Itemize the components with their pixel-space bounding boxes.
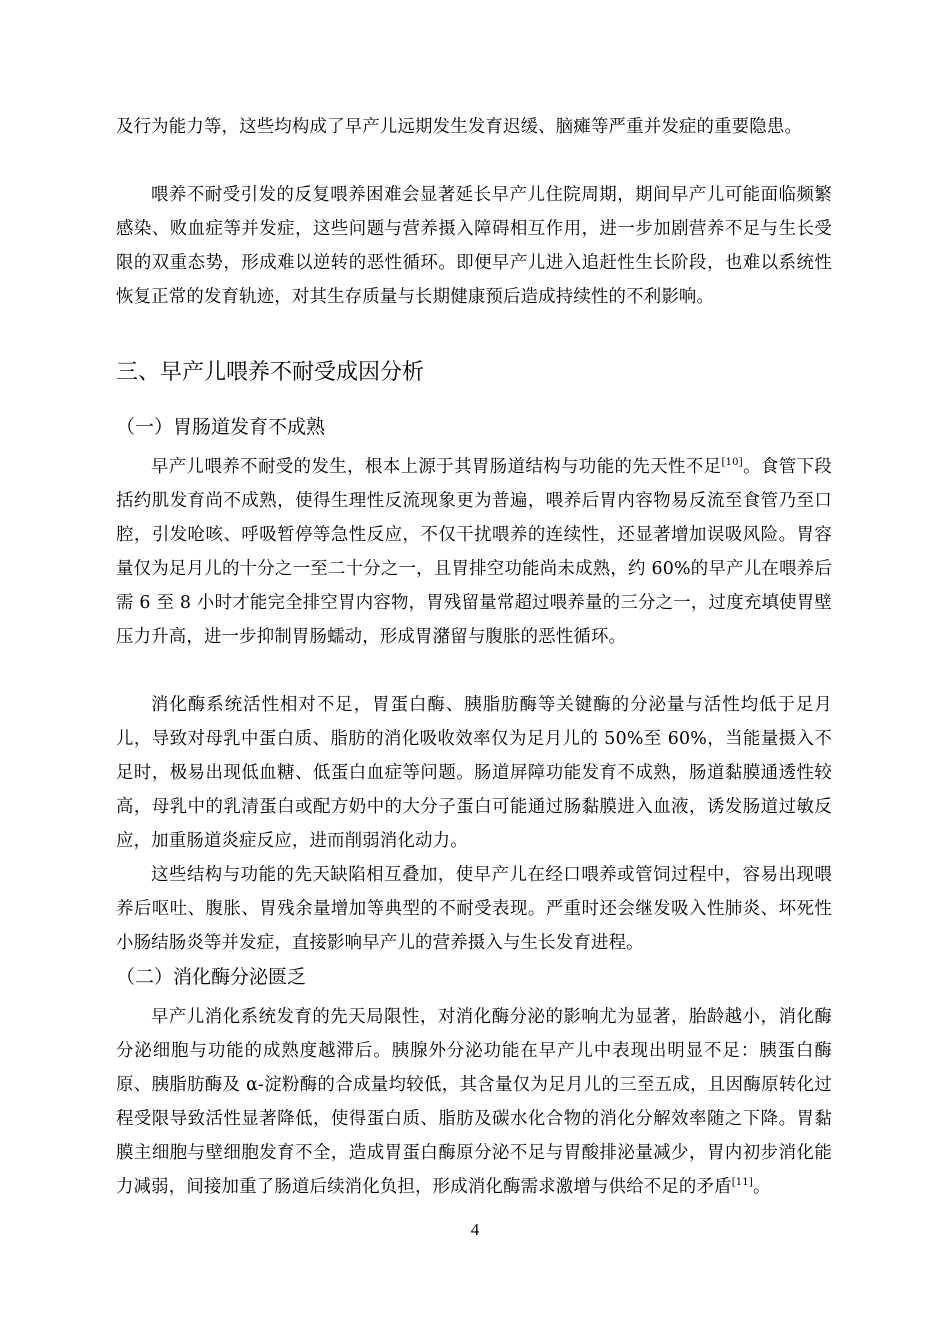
- subsection-heading-1: （一）胃肠道发育不成熟: [116, 416, 326, 438]
- paragraph-enzyme-secretion: [116, 1000, 832, 1204]
- paragraph-feeding-difficulty: 喂养不耐受引发的反复喂养困难会显著延长早产儿住院周期，期间早产儿可能面临频繁感染、败血症等并发症，这些问题与营养摄入障碍相互作用，进一步加剧营养不足与生长受限的双重态势，形成难以逆转的恶性循环。即便早产儿进入追赶性生长阶段，也难以系统性恢复正常的发育轨迹，对其生存质量与长期健康预后造成持续性的不利影响。: [116, 185, 832, 307]
- section-heading-3: 三、早产儿喂养不耐受成因分析: [116, 360, 425, 385]
- paragraph-text: 。食管下段括约肌发育尚不成熟，使得生理性反流现象更为普遍，喂养后胃内容物易反流至食管乃至口腔，引发呛咳、呼吸暂停等急性反应，不仅干扰喂养的连续性，还显著增加误吸风险。胃容量仅为足月儿的十分之一至二十分之一，且胃排空功能尚未成熟，约 60%的早产儿在喂养后需 6 至 8 小时才能完全排空胃内容物，胃残留量常超过喂养量的三分之一，过度充填使胃壁压力升高，进一步抑制胃肠蠕动，形成胃潴留与腹胀的恶性循环。: [116, 457, 832, 647]
- page-number: 4: [470, 1220, 480, 1239]
- citation-ref: [10]: [721, 457, 743, 468]
- paragraph-continuation: 及行为能力等，这些均构成了早产儿远期发生发育迟缓、脑瘫等严重并发症的重要隐患。: [116, 117, 803, 137]
- paragraph-structural-defects: 这些结构与功能的先天缺陷相互叠加，使早产儿在经口喂养或管饲过程中，容易出现喂养后呕吐、腹胀、胃残余量增加等典型的不耐受表现。严重时还会继发吸入性肺炎、坏死性小肠结肠炎等并发症，直接影响早产儿的营养摄入与生长发育进程。: [116, 865, 832, 953]
- paragraph-text: 早产儿消化系统发育的先天局限性，对消化酶分泌的影响尤为显著，胎龄越小，消化酶分泌细胞与功能的成熟度越滞后。胰腺外分泌功能在早产儿中表现出明显不足：胰蛋白酶原、胰脂肪酶及 α-淀粉酶的合成量均较低，其含量仅为足月儿的三至五成，且因酶原转化过程受限导致活性显著降低，使得蛋白质、脂肪及碳水化合物的消化分解效率随之下降。胃黏膜主细胞与壁细胞发育不全，造成胃蛋白酶原分泌不足与胃酸排泌量减少，胃内初步消化能力减弱，间接加重了肠道后续消化负担，形成消化酶需求激增与供给不足的矛盾: [116, 1007, 832, 1197]
- citation-ref: [11]: [731, 1177, 754, 1188]
- paragraph-text: 早产儿喂养不耐受的发生，根本上源于其胃肠道结构与功能的先天性不足: [151, 457, 722, 477]
- subsection-heading-2: （二）消化酶分泌匮乏: [116, 966, 307, 988]
- paragraph-gi-immaturity: [116, 450, 832, 654]
- paragraph-text: 。: [753, 1177, 771, 1197]
- paragraph-enzyme-activity: 消化酶系统活性相对不足，胃蛋白酶、胰脂肪酶等关键酶的分泌量与活性均低于足月儿，导致对母乳中蛋白质、脂肪的消化吸收效率仅为足月儿的 50%至 60%，当能量摄入不足时，极易出现低血糖、低蛋白血症等问题。肠道屏障功能发育不成熟，肠道黏膜通透性较高，母乳中的乳清蛋白或配方奶中的大分子蛋白可能通过肠黏膜进入血液，诱发肠道过敏反应，加重肠道炎症反应，进而削弱消化动力。: [116, 695, 832, 851]
